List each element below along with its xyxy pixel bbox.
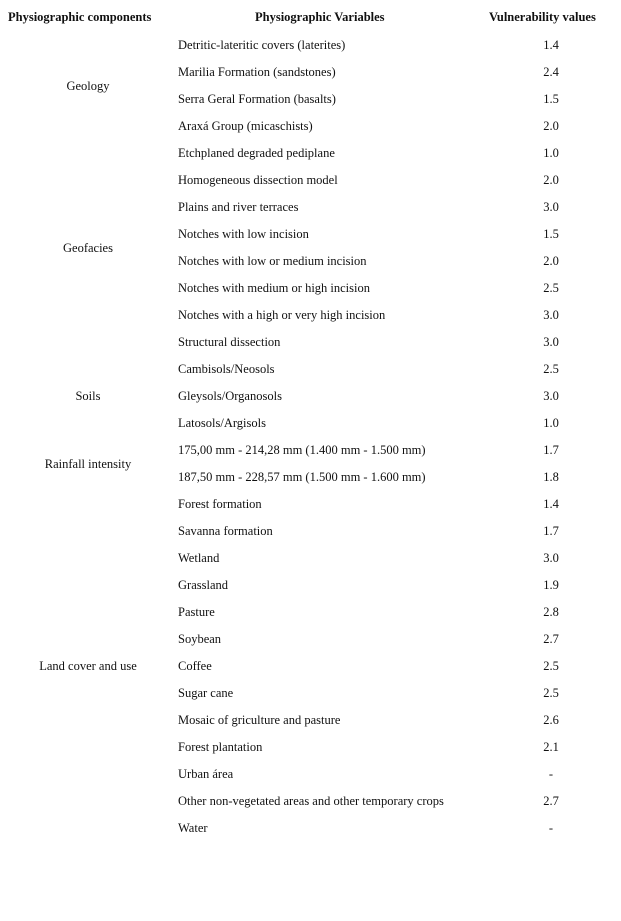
value-cell: 2.5 — [543, 659, 559, 673]
variable-cell: Water — [178, 821, 208, 835]
variable-cell: Forest plantation — [178, 740, 263, 754]
value-cell: 3.0 — [543, 335, 559, 349]
value-cell: 2.7 — [543, 632, 559, 646]
header-components: Physiographic components — [8, 10, 152, 24]
component-cell: Land cover and use — [39, 659, 137, 673]
variable-cell: Coffee — [178, 659, 212, 673]
value-cell: 3.0 — [543, 551, 559, 565]
variable-cell: Marilia Formation (sandstones) — [178, 65, 336, 79]
component-cell: Rainfall intensity — [44, 456, 132, 471]
value-cell: 3.0 — [543, 389, 559, 403]
value-cell: 2.7 — [543, 794, 559, 808]
value-cell: 2.4 — [543, 65, 559, 79]
variable-cell: Sugar cane — [178, 686, 234, 700]
variable-cell: Serra Geral Formation (basalts) — [178, 92, 336, 106]
variable-cell: Plains and river terraces — [178, 200, 299, 214]
header-values: Vulnerability values — [489, 10, 596, 24]
variable-cell: Notches with low incision — [178, 227, 309, 241]
value-cell: 1.4 — [543, 497, 559, 511]
header-variables: Physiographic Variables — [255, 10, 385, 24]
variable-cell: Gleysols/Organosols — [178, 389, 282, 403]
value-cell: 3.0 — [543, 308, 559, 322]
value-cell: 1.5 — [543, 92, 559, 106]
component-cell: Geology — [66, 78, 110, 93]
component-cell: Soils — [75, 389, 101, 403]
value-cell: 1.8 — [543, 470, 559, 484]
value-cell: 2.0 — [543, 254, 559, 268]
component-cell: Geofacies — [63, 240, 113, 255]
value-cell: 2.1 — [543, 740, 559, 754]
variable-cell: Other non-vegetated areas and other temporary crops — [178, 794, 444, 808]
value-cell: 1.9 — [543, 578, 559, 592]
variable-cell: Cambisols/Neosols — [178, 362, 275, 376]
value-cell: 1.0 — [543, 146, 559, 160]
value-cell: - — [548, 767, 554, 781]
variable-cell: Grassland — [178, 578, 228, 592]
value-cell: - — [548, 821, 554, 835]
variable-cell: Wetland — [178, 551, 220, 565]
variable-cell: Etchplaned degraded pediplane — [178, 146, 335, 160]
value-cell: 1.0 — [543, 416, 559, 430]
value-cell: 2.0 — [543, 173, 559, 187]
variable-cell: Notches with medium or high incision — [178, 281, 370, 295]
value-cell: 2.5 — [543, 362, 559, 376]
variable-cell: Forest formation — [178, 497, 262, 511]
variable-cell: Urban área — [178, 767, 234, 781]
value-cell: 2.5 — [543, 281, 559, 295]
value-cell: 2.8 — [543, 605, 559, 619]
value-cell: 2.5 — [543, 686, 559, 700]
value-cell: 1.4 — [543, 38, 559, 52]
value-cell: 1.7 — [543, 443, 559, 457]
variable-cell: Detritic-lateritic covers (laterites) — [178, 38, 346, 52]
variable-cell: 175,00 mm - 214,28 mm (1.400 mm - 1.500 mm) — [178, 443, 426, 457]
value-cell: 1.7 — [543, 524, 559, 538]
value-cell: 2.0 — [543, 119, 559, 133]
variable-cell: Soybean — [178, 632, 222, 646]
value-cell: 3.0 — [543, 200, 559, 214]
variable-cell: Notches with a high or very high incision — [178, 308, 386, 322]
variable-cell: Notches with low or medium incision — [178, 254, 367, 268]
variable-cell: Mosaic of griculture and pasture — [178, 713, 341, 727]
variable-cell: Structural dissection — [178, 335, 281, 349]
variable-cell: Pasture — [178, 605, 215, 619]
variable-cell: Latosols/Argisols — [178, 416, 266, 430]
variable-cell: Savanna formation — [178, 524, 273, 538]
variable-cell: 187,50 mm - 228,57 mm (1.500 mm - 1.600 mm) — [178, 470, 426, 484]
value-cell: 1.5 — [543, 227, 559, 241]
variable-cell: Homogeneous dissection model — [178, 173, 338, 187]
value-cell: 2.6 — [543, 713, 559, 727]
variable-cell: Araxá Group (micaschists) — [178, 119, 313, 133]
